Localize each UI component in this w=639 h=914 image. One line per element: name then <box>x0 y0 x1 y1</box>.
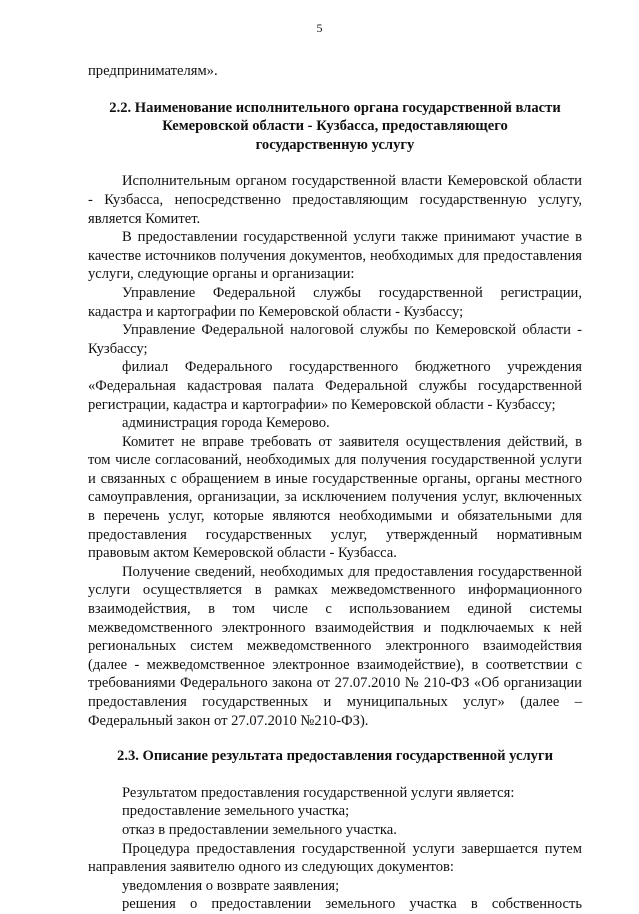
section-2-2-paragraph: филиал Федерального государственного бюджетного учреждения «Федеральная кадастровая палата Федеральной службы государственной регистрации, кадастра и картографии» по Кемеровской области - Кузбассу; <box>88 359 582 413</box>
section-2-3-paragraph: Результатом предоставления государственной услуги является: <box>122 784 515 801</box>
section-2-3-heading: 2.3. Описание результата предоставления государственной услуги <box>117 748 553 765</box>
section-2-2-paragraph: Управление Федеральной налоговой службы по Кемеровской области - Кузбассу; <box>88 322 582 357</box>
page-number: 5 <box>316 21 323 35</box>
section-2-2-paragraph: В предоставлении государственной услуги также принимают участие в качестве источников получения документов, необходимых для предоставления услуги, следующие органы и организации: <box>88 229 582 283</box>
section-2-3-paragraph: отказ в предоставлении земельного участка. <box>122 821 397 838</box>
document-body <box>88 62 582 914</box>
section-2-3-paragraph: Процедура предоставления государственной услуги завершается путем направления заявителю одного из следующих документов: <box>88 840 582 876</box>
section-2-2-paragraph: Управление Федеральной службы государственной регистрации, кадастра и картографии по Кемеровской области - Кузбассу; <box>88 284 582 320</box>
section-2-3-paragraph: уведомления о возврате заявления; <box>122 877 340 894</box>
section-2-3-paragraph: предоставление земельного участка; <box>122 803 350 820</box>
section-2-2-paragraph: Получение сведений, необходимых для предоставления государственной услуги осуществляется в рамках межведомственного информационного взаимодействия, в том числе с использованием единой системы межведомственного электронного взаимодействия и подключаемых к ней региональных систем межведомственного электронного взаимодействия (далее - межведомственное электронное взаимодействие), в соответствии с требованиями Федерального закона от 27.07.2010 № 210-ФЗ «Об организации предоставления государственных и муниципальных услуг» (далее – Федеральный закон от 27.07.2010 №210-ФЗ). <box>88 563 582 729</box>
section-2-2-paragraph: Комитет не вправе требовать от заявителя осуществления действий, в том числе согласований, необходимых для получения государственной услуги и связанных с обращением в иные государственные органы, органы местного самоуправления, организации, за исключением получения услуг, включенных в перечень услуг, которые являются необходимыми и обязательными для предоставления государственных услуг, утвержденный нормативным правовым актом Кемеровской области - Кузбасса. <box>88 433 582 562</box>
section-2-2-paragraph: Исполнительным органом государственной власти Кемеровской области - Кузбасса, непосредственно предоставляющим государственную услугу, является Комитет. <box>88 173 582 227</box>
top-fragment: предпринимателям». <box>88 63 218 79</box>
section-2-3-paragraph: решения о предоставлении земельного участка в собственность <box>122 896 582 913</box>
section-2-2-heading: 2.2. Наименование исполнительного органа государственной власти Кемеровской области - Кузбасса, предоставляющего государственную услугу <box>109 99 561 153</box>
section-2-2-paragraph: администрация города Кемерово. <box>122 415 330 432</box>
